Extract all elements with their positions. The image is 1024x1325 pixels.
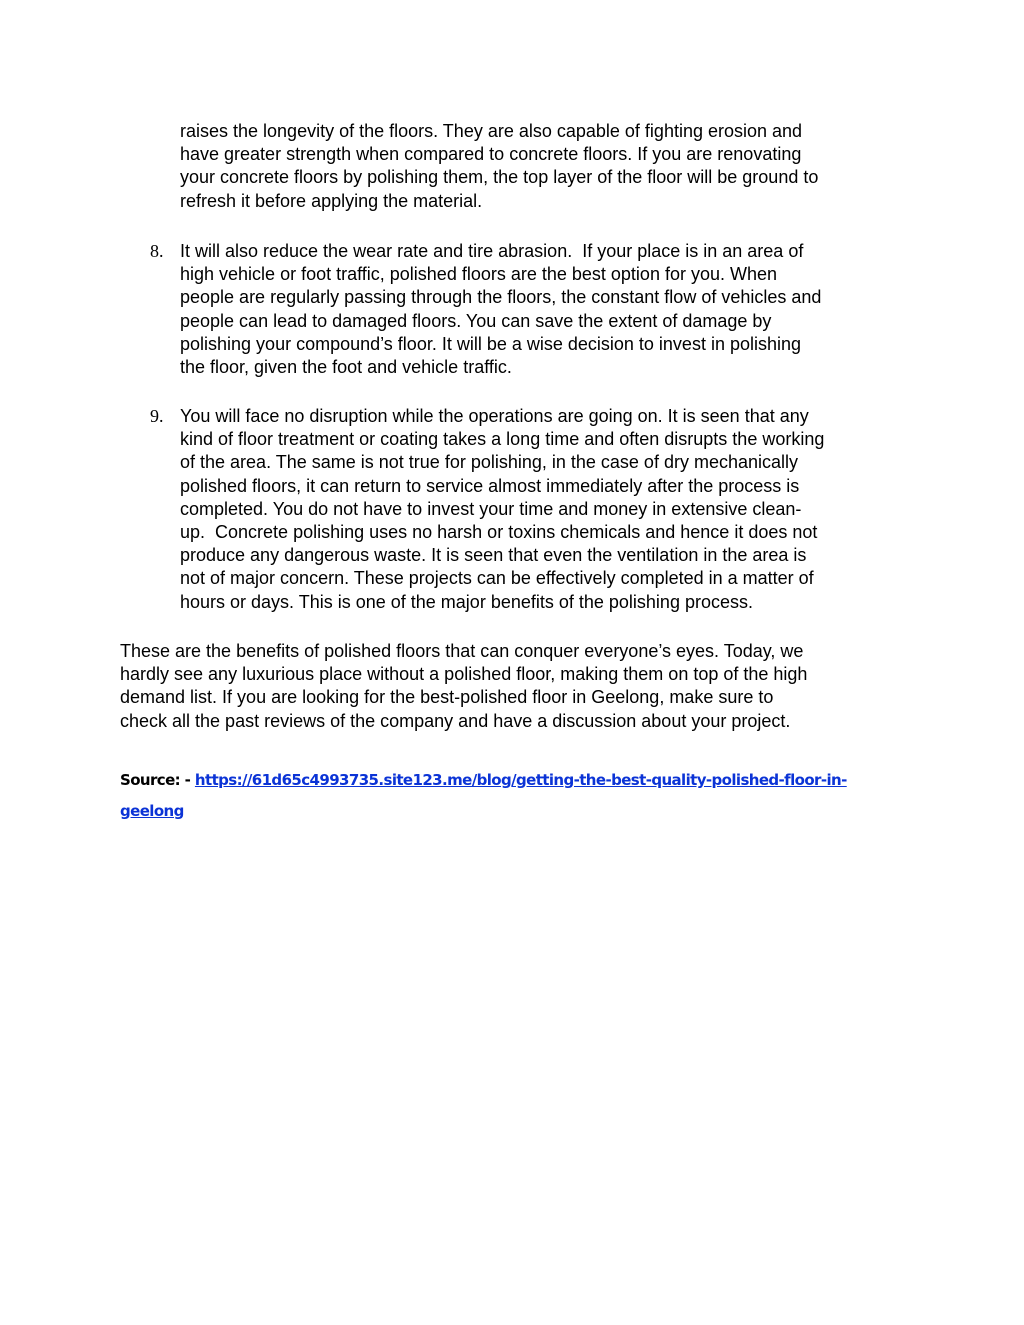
list-item-text: You will face no disruption while the operations are going on. It is seen that any kind of floor treatment or coating takes a long time and often disrupts the working of the area. The same is not true for polishing, in the case of dry mechanically polished floors, it can return to service almost immediately after the process is completed. You do not have to invest your time and money in extensive clean- up. Concrete polishing uses no harsh or toxins chemicals and hence it does not produce any dangerous waste. It is seen that even the ventilation in the area is not of major concern. These projects can be effectively completed in a matter of hours or days. This is one of the major benefits of the polishing process. [180, 406, 825, 612]
continuation-paragraph: raises the longevity of the floors. They are also capable of fighting erosion and have greater strength when compared to concrete floors. If you are renovating your concrete floors by polishing them, the top layer of the floor will be ground to refresh it before applying the material. [180, 121, 819, 211]
list-item-text: It will also reduce the wear rate and tire abrasion. If your place is in an area of high vehicle or foot traffic, polished floors are the best option for you. When people are regularly passing through the floors, the constant flow of vehicles and people can lead to damaged floors. You can save the extent of damage by polishing your compound’s floor. It will be a wise decision to invest in polishing the floor, given the foot and vehicle traffic. [180, 241, 822, 378]
list-item-number: 8. [150, 241, 164, 261]
list-item-number: 9. [150, 406, 164, 426]
closing-paragraph: These are the benefits of polished floors that can conquer everyone’s eyes. Today, we hardly see any luxurious place without a polished floor, making them on top of the high demand list. If you are looking for the best-polished floor in Geelong, make sure to check all the past reviews of the company and have a discussion about your project. [120, 641, 808, 731]
source-label: Source: - [120, 771, 195, 789]
source-link[interactable]: https://61d65c4993735.site123.me/blog/getting-the-best-quality-polished-floor-in- geelong [120, 771, 847, 820]
source-line [120, 765, 910, 827]
